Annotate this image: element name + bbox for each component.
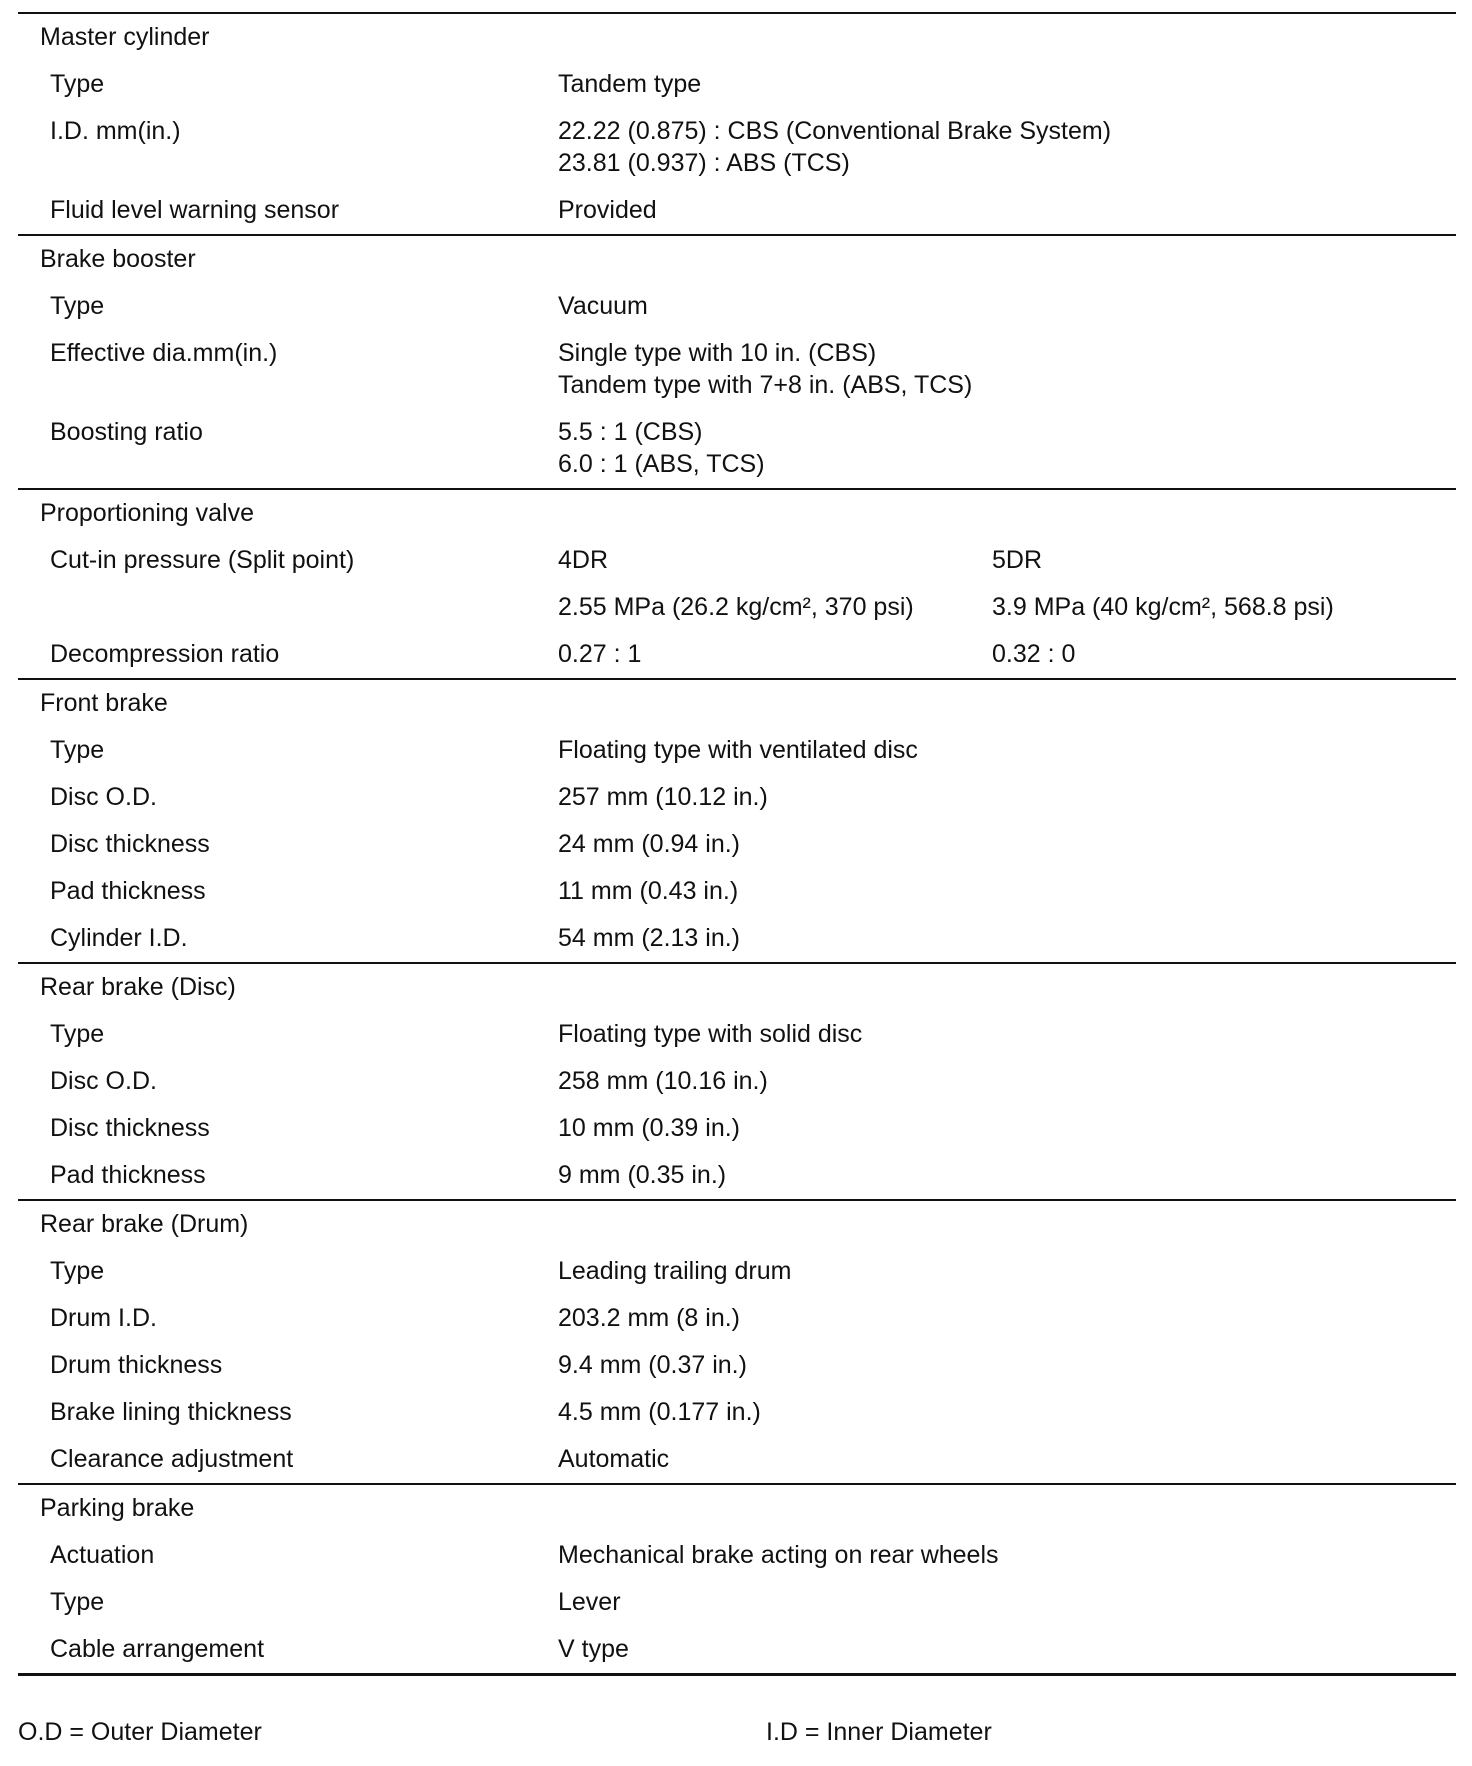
spec-row bbox=[18, 915, 1456, 962]
section-title: Proportioning valve bbox=[40, 499, 255, 527]
spec-row bbox=[18, 821, 1456, 868]
spec-row bbox=[18, 330, 1456, 409]
spec-value bbox=[558, 828, 1456, 860]
spec-value-line: 6.0 : 1 (ABS, TCS) bbox=[558, 450, 765, 478]
spec-value-line: 23.81 (0.937) : ABS (TCS) bbox=[558, 149, 850, 177]
spec-value-line: 203.2 mm (8 in.) bbox=[558, 1304, 741, 1332]
spec-label: Actuation bbox=[50, 1541, 155, 1569]
spec-row bbox=[18, 108, 1456, 187]
spec-value-line: 5.5 : 1 (CBS) bbox=[558, 418, 703, 446]
spec-label: Disc O.D. bbox=[50, 1067, 157, 1095]
spec-value bbox=[558, 1586, 1456, 1618]
spec-label: Pad thickness bbox=[50, 1161, 206, 1189]
spec-row bbox=[18, 1579, 1456, 1626]
spec-value-line: 10 mm (0.39 in.) bbox=[558, 1114, 741, 1142]
spec-label: Boosting ratio bbox=[50, 418, 203, 446]
spec-value bbox=[558, 290, 1456, 322]
spec-label: Disc thickness bbox=[50, 1114, 210, 1142]
spec-value-line: 4.5 mm (0.177 in.) bbox=[558, 1398, 761, 1426]
section-title: Brake booster bbox=[40, 245, 196, 273]
section-title: Master cylinder bbox=[40, 23, 210, 51]
section-title: Rear brake (Drum) bbox=[40, 1210, 249, 1238]
spec-value-line: Automatic bbox=[558, 1445, 670, 1473]
spec-section bbox=[18, 964, 1456, 1199]
spec-value-line: Lever bbox=[558, 1588, 621, 1616]
spec-value-line: Leading trailing drum bbox=[558, 1257, 792, 1285]
spec-value bbox=[558, 194, 1456, 226]
spec-section bbox=[18, 490, 1456, 678]
footnote-od: O.D = Outer Diameter bbox=[18, 1718, 262, 1746]
spec-value-5dr: 5DR bbox=[992, 546, 1043, 574]
spec-value bbox=[558, 337, 1456, 401]
spec-value-line: Mechanical brake acting on rear wheels bbox=[558, 1541, 999, 1569]
spec-row bbox=[18, 1295, 1456, 1342]
spec-section bbox=[18, 236, 1456, 488]
spec-label: Decompression ratio bbox=[50, 640, 280, 668]
spec-section bbox=[18, 1201, 1456, 1483]
spec-value bbox=[558, 1255, 1456, 1287]
spec-value bbox=[558, 781, 1456, 813]
spec-value-4dr: 0.27 : 1 bbox=[558, 640, 642, 668]
spec-row bbox=[18, 1248, 1456, 1295]
spec-label: Pad thickness bbox=[50, 877, 206, 905]
spec-row bbox=[18, 1011, 1456, 1058]
spec-value bbox=[558, 1065, 1456, 1097]
spec-label: Type bbox=[50, 1257, 105, 1285]
section-title: Rear brake (Disc) bbox=[40, 973, 236, 1001]
spec-value-line: 54 mm (2.13 in.) bbox=[558, 924, 741, 952]
spec-label: Type bbox=[50, 292, 105, 320]
spec-value-line: 24 mm (0.94 in.) bbox=[558, 830, 741, 858]
spec-row bbox=[18, 727, 1456, 774]
spec-value-line: V type bbox=[558, 1635, 629, 1663]
spec-value-4dr: 2.55 MPa (26.2 kg/cm², 370 psi) bbox=[558, 593, 914, 621]
spec-label: Clearance adjustment bbox=[50, 1445, 294, 1473]
spec-row bbox=[18, 283, 1456, 330]
spec-label: I.D. mm(in.) bbox=[50, 117, 181, 145]
spec-value bbox=[558, 1443, 1456, 1475]
spec-value-line: Tandem type bbox=[558, 70, 702, 98]
spec-value-5dr: 3.9 MPa (40 kg/cm², 568.8 psi) bbox=[992, 593, 1334, 621]
spec-label: Type bbox=[50, 1020, 105, 1048]
spec-value bbox=[558, 875, 1456, 907]
spec-value-line: Vacuum bbox=[558, 292, 648, 320]
spec-row bbox=[18, 61, 1456, 108]
spec-row bbox=[18, 868, 1456, 915]
spec-row bbox=[18, 584, 1456, 631]
spec-value bbox=[558, 734, 1456, 766]
spec-value-line: 258 mm (10.16 in.) bbox=[558, 1067, 768, 1095]
spec-label: Drum I.D. bbox=[50, 1304, 157, 1332]
section-title: Parking brake bbox=[40, 1494, 195, 1522]
spec-value bbox=[558, 1302, 1456, 1334]
spec-value-line: 9.4 mm (0.37 in.) bbox=[558, 1351, 747, 1379]
footnote-id: I.D = Inner Diameter bbox=[766, 1718, 992, 1746]
spec-section bbox=[18, 14, 1456, 234]
spec-row bbox=[18, 1152, 1456, 1199]
spec-label: Effective dia.mm(in.) bbox=[50, 339, 278, 367]
spec-row bbox=[18, 1436, 1456, 1483]
spec-value-line: Floating type with ventilated disc bbox=[558, 736, 918, 764]
spec-value bbox=[558, 1018, 1456, 1050]
spec-row bbox=[18, 774, 1456, 821]
spec-row bbox=[18, 1105, 1456, 1152]
spec-row bbox=[18, 409, 1456, 488]
spec-value-line: 257 mm (10.12 in.) bbox=[558, 783, 768, 811]
spec-value-line: Floating type with solid disc bbox=[558, 1020, 863, 1048]
spec-value bbox=[558, 68, 1456, 100]
spec-value bbox=[558, 115, 1456, 179]
spec-row bbox=[18, 1389, 1456, 1436]
spec-label: Cylinder I.D. bbox=[50, 924, 188, 952]
spec-value-line: Tandem type with 7+8 in. (ABS, TCS) bbox=[558, 371, 973, 399]
spec-value bbox=[558, 1633, 1456, 1665]
spec-label: Disc thickness bbox=[50, 830, 210, 858]
spec-row bbox=[18, 631, 1456, 678]
spec-value bbox=[558, 416, 1456, 480]
spec-label: Type bbox=[50, 1588, 105, 1616]
spec-value-4dr: 4DR bbox=[558, 546, 609, 574]
table-bottom-rule bbox=[18, 1673, 1456, 1676]
spec-value bbox=[558, 1159, 1456, 1191]
spec-label: Cut-in pressure (Split point) bbox=[50, 546, 355, 574]
section-title: Front brake bbox=[40, 689, 168, 717]
spec-table bbox=[18, 12, 1456, 1676]
spec-row bbox=[18, 187, 1456, 234]
spec-label: Type bbox=[50, 736, 105, 764]
spec-row bbox=[18, 537, 1456, 584]
spec-value-line: Single type with 10 in. (CBS) bbox=[558, 339, 877, 367]
spec-label: Drum thickness bbox=[50, 1351, 223, 1379]
spec-section bbox=[18, 1485, 1456, 1673]
spec-label: Fluid level warning sensor bbox=[50, 196, 340, 224]
spec-row bbox=[18, 1532, 1456, 1579]
spec-label: Cable arrangement bbox=[50, 1635, 265, 1663]
spec-label: Disc O.D. bbox=[50, 783, 157, 811]
spec-value bbox=[558, 1539, 1456, 1571]
spec-value bbox=[558, 1396, 1456, 1428]
spec-section bbox=[18, 680, 1456, 962]
spec-value bbox=[558, 1349, 1456, 1381]
spec-label: Brake lining thickness bbox=[50, 1398, 292, 1426]
spec-row bbox=[18, 1058, 1456, 1105]
spec-value-line: Provided bbox=[558, 196, 657, 224]
spec-value bbox=[558, 1112, 1456, 1144]
spec-row bbox=[18, 1626, 1456, 1673]
spec-label: Type bbox=[50, 70, 105, 98]
spec-value-line: 22.22 (0.875) : CBS (Conventional Brake System) bbox=[558, 117, 1112, 145]
spec-value bbox=[558, 922, 1456, 954]
spec-value-line: 11 mm (0.43 in.) bbox=[558, 877, 739, 905]
spec-value-5dr: 0.32 : 0 bbox=[992, 640, 1076, 668]
spec-row bbox=[18, 1342, 1456, 1389]
spec-value-line: 9 mm (0.35 in.) bbox=[558, 1161, 727, 1189]
